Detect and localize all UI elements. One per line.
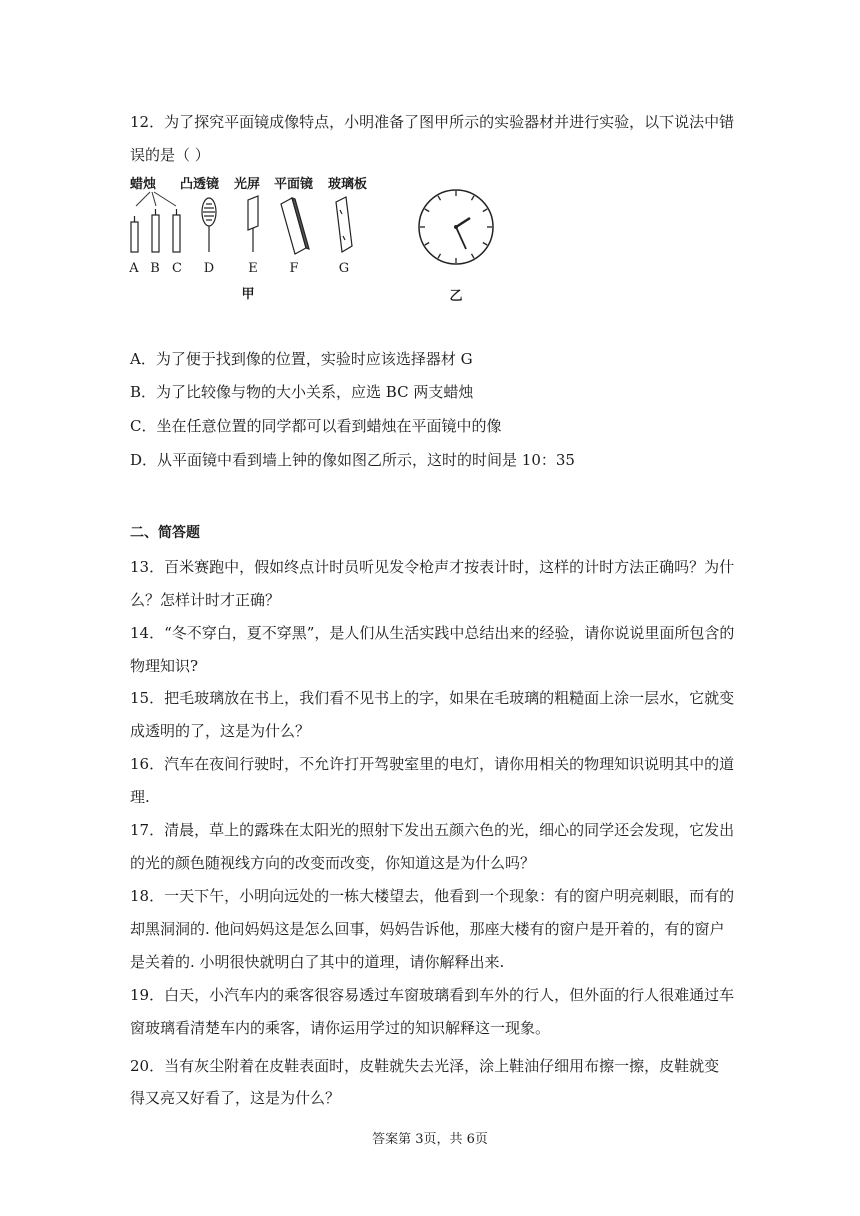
caption-yi: 乙 <box>449 289 463 304</box>
question-19-line-2: 窗玻璃看清楚车内的乘客，请你运用学过的知识解释这一现象。 <box>130 1019 551 1037</box>
question-17-line-2: 的光的颜色随视线方向的改变而改变，你知道这是为什么吗？ <box>130 854 536 872</box>
letter-c: C <box>172 261 182 276</box>
letter-b: B <box>150 261 160 276</box>
question-20-line-1: 20．当有灰尘附着在皮鞋表面时，皮鞋就失去光泽，涂上鞋油仔细用布擦一擦，皮鞋就变 <box>130 1057 720 1075</box>
option-b: B．为了比较像与物的大小关系，应选 BC 两支蜡烛 <box>130 383 474 401</box>
question-18-line-3: 是关着的. 小明很快就明白了其中的道理，请你解释出来. <box>130 953 505 971</box>
label-glass-plate: 玻璃板 <box>328 177 368 192</box>
label-plane-mirror: 平面镜 <box>274 177 314 192</box>
plane-mirror-icon <box>281 198 309 254</box>
candle-b-icon <box>152 215 159 252</box>
question-12-line-1: 12．为了探究平面镜成像特点，小明准备了图甲所示的实验器材并进行实验，以下说法中错 <box>130 113 735 131</box>
question-20-line-2: 得又亮又好看了，这是为什么？ <box>130 1089 341 1107</box>
question-13-line-2: 么？怎样计时才正确？ <box>130 591 281 609</box>
letter-a: A <box>129 261 139 276</box>
question-17-line-1: 17．清晨，草上的露珠在太阳光的照射下发出五颜六色的光，细心的同学还会发现，它发出 <box>130 821 735 839</box>
option-d: D．从平面镜中看到墙上钟的像如图乙所示，这时的时间是 10：35 <box>130 451 575 469</box>
question-14-line-1: 14．“冬不穿白，夏不穿黑”，是人们从生活实践中总结出来的经验，请你说说里面所包含的 <box>130 624 735 642</box>
convex-lens-icon <box>202 198 216 252</box>
question-16-line-1: 16．汽车在夜间行驶时，不允许打开驾驶室里的电灯，请你用相关的物理知识说明其中的道 <box>130 755 735 773</box>
question-15-line-2: 成透明的了，这是为什么？ <box>130 722 311 740</box>
page-footer: 答案第 3页，共 6页 <box>372 1132 488 1147</box>
option-c: C．坐在任意位置的同学都可以看到蜡烛在平面镜中的像 <box>130 417 502 435</box>
mirror-clock-icon <box>419 190 493 264</box>
question-16-line-2: 理. <box>130 788 150 806</box>
question-19-line-1: 19．白天，小汽车内的乘客很容易透过车窗玻璃看到车外的行人，但外面的行人很难通过车 <box>130 986 735 1004</box>
question-15-line-1: 15．把毛玻璃放在书上，我们看不见书上的字，如果在毛玻璃的粗糙面上涂一层水，它就变 <box>130 689 735 707</box>
candle-a-icon <box>131 222 138 252</box>
question-18-line-1: 18．一天下午，小明向远处的一栋大楼望去，他看到一个现象：有的窗户明亮刺眼，而有的 <box>130 887 735 905</box>
question-14-line-2: 物理知识? <box>130 657 199 675</box>
question-18-line-2: 却黑洞洞的. 他问妈妈这是怎么回事，妈妈告诉他，那座大楼有的窗户是开着的，有的窗户 <box>130 920 725 938</box>
letter-d: D <box>203 261 215 276</box>
letter-e: E <box>248 261 258 276</box>
experiment-figure <box>120 170 520 310</box>
candle-icons <box>131 209 180 252</box>
option-a: A．为了便于找到像的位置，实验时应该选择器材 G <box>130 350 473 368</box>
question-13-line-1: 13．百米赛跑中，假如终点计时员听见发令枪声才按表计时，这样的计时方法正确吗？为什 <box>130 558 735 576</box>
letter-g: G <box>338 261 350 276</box>
caption-jia: 甲 <box>241 287 255 302</box>
label-screen: 光屏 <box>234 177 261 192</box>
light-screen-icon <box>248 196 258 252</box>
label-convex-lens: 凸透镜 <box>180 177 220 192</box>
section-heading: 二、简答题 <box>130 525 200 541</box>
question-12-line-2: 误的是（ ） <box>130 146 210 164</box>
label-candle: 蜡烛 <box>130 177 157 192</box>
letter-f: F <box>289 261 299 276</box>
candle-c-icon <box>173 215 180 252</box>
glass-plate-icon <box>336 197 352 252</box>
